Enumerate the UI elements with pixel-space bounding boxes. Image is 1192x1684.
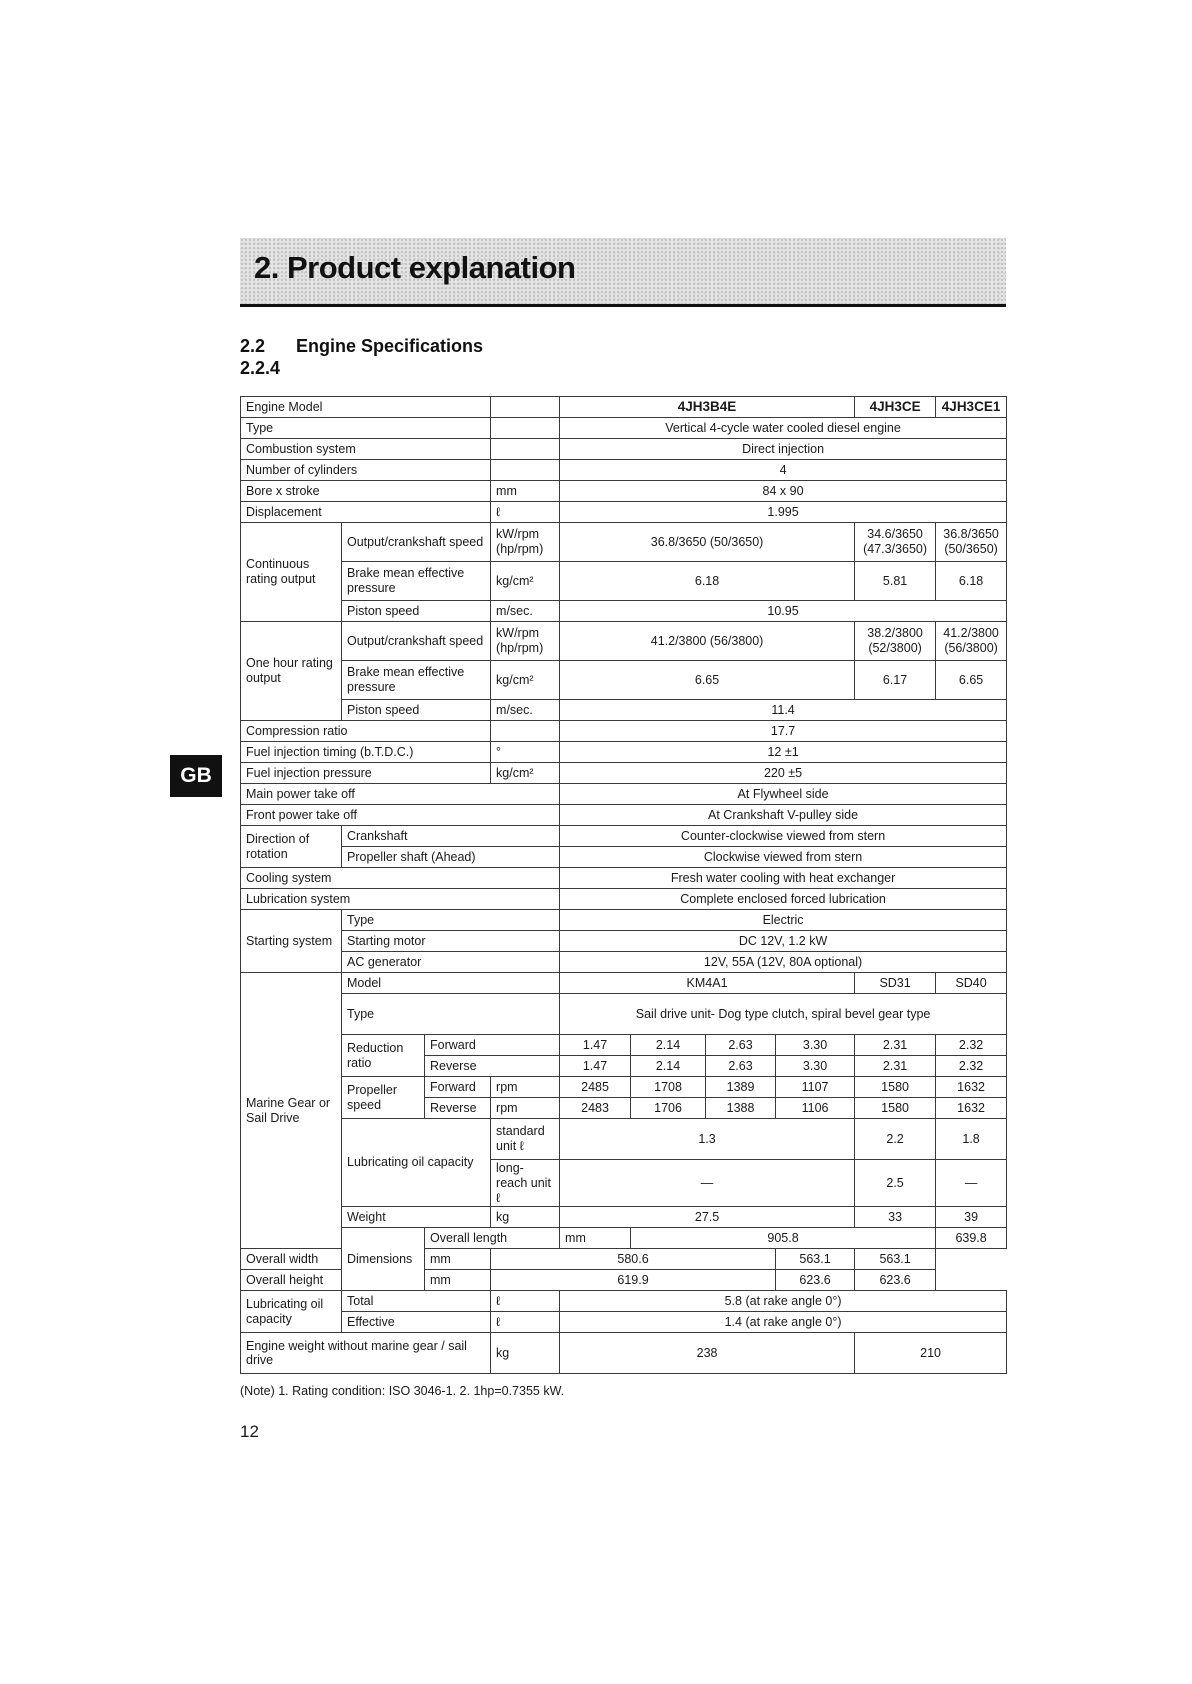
value-cell: 2.14 — [631, 1035, 706, 1056]
row-label: Bore x stroke — [241, 481, 491, 502]
row-label: Fuel injection pressure — [241, 763, 491, 784]
value-cell: KM4A1 — [560, 973, 855, 994]
value-cell: 580.6 — [491, 1249, 776, 1270]
group-label: Marine Gear or Sail Drive — [241, 973, 342, 1249]
value-cell: 1.47 — [560, 1035, 631, 1056]
value-cell: Vertical 4-cycle water cooled diesel engine — [560, 418, 1007, 439]
value-cell: 2.63 — [706, 1056, 776, 1077]
value-cell: 5.8 (at rake angle 0°) — [560, 1291, 1007, 1312]
value-cell: 41.2/3800 (56/3800) — [560, 622, 855, 661]
table-row — [241, 562, 1007, 601]
unit-cell: ℓ — [491, 1312, 560, 1333]
value-cell: 1706 — [631, 1098, 706, 1119]
row-label: Crankshaft — [342, 826, 560, 847]
unit-cell: ℓ — [491, 502, 560, 523]
row-label: Propeller speed — [342, 1077, 425, 1119]
value-cell: 12 ±1 — [560, 742, 1007, 763]
unit-cell: kg — [491, 1333, 560, 1374]
row-label: Type — [342, 910, 560, 931]
unit-cell — [491, 439, 560, 460]
table-row — [241, 700, 1007, 721]
value-cell: 1106 — [776, 1098, 855, 1119]
row-label: Forward — [425, 1035, 560, 1056]
table-row — [241, 1035, 1007, 1056]
unit-cell: standard unit ℓ — [491, 1119, 560, 1160]
value-cell: 905.8 — [631, 1228, 936, 1249]
value-cell: 27.5 — [560, 1207, 855, 1228]
value-cell: 563.1 — [855, 1249, 936, 1270]
unit-cell: mm — [491, 481, 560, 502]
row-label: Piston speed — [342, 601, 491, 622]
unit-cell — [491, 397, 560, 418]
unit-cell: ° — [491, 742, 560, 763]
table-row — [241, 868, 1007, 889]
value-cell: 2.31 — [855, 1035, 936, 1056]
row-label: Effective — [342, 1312, 491, 1333]
value-cell: 2485 — [560, 1077, 631, 1098]
section-heading — [240, 336, 483, 357]
unit-cell — [491, 721, 560, 742]
row-label: Type — [241, 418, 491, 439]
model-header: 4JH3B4E — [560, 397, 855, 418]
value-cell: At Crankshaft V-pulley side — [560, 805, 1007, 826]
table-row — [241, 418, 1007, 439]
header-rule — [240, 304, 1006, 307]
group-label: Dimensions — [342, 1228, 425, 1291]
row-label: Combustion system — [241, 439, 491, 460]
value-cell: 1632 — [936, 1098, 1007, 1119]
value-cell: Sail drive unit- Dog type clutch, spiral bevel gear type — [560, 994, 1007, 1035]
value-cell: 1.8 — [936, 1119, 1007, 1160]
value-cell: 3.30 — [776, 1035, 855, 1056]
value-cell: 1708 — [631, 1077, 706, 1098]
group-label: Direction of rotation — [241, 826, 342, 868]
value-cell: 2.5 — [855, 1160, 936, 1207]
value-cell: 6.17 — [855, 661, 936, 700]
row-label: Lubrication system — [241, 889, 560, 910]
unit-cell: m/sec. — [491, 700, 560, 721]
value-cell: 1.47 — [560, 1056, 631, 1077]
value-cell: 2483 — [560, 1098, 631, 1119]
value-cell: SD40 — [936, 973, 1007, 994]
row-label: Number of cylinders — [241, 460, 491, 481]
table-row — [241, 481, 1007, 502]
table-row — [241, 973, 1007, 994]
value-cell: 210 — [855, 1333, 1007, 1374]
table-row — [241, 889, 1007, 910]
unit-cell: rpm — [491, 1077, 560, 1098]
value-cell: 220 ±5 — [560, 763, 1007, 784]
model-header: 4JH3CE — [855, 397, 936, 418]
value-cell: 1107 — [776, 1077, 855, 1098]
row-label: Compression ratio — [241, 721, 491, 742]
table-row — [241, 763, 1007, 784]
model-header: 4JH3CE1 — [936, 397, 1007, 418]
row-label: Brake mean effective pressure — [342, 562, 491, 601]
table-row — [241, 1207, 1007, 1228]
value-cell: 39 — [936, 1207, 1007, 1228]
table-row — [241, 931, 1007, 952]
language-tab: GB — [170, 755, 222, 797]
value-cell: 1.4 (at rake angle 0°) — [560, 1312, 1007, 1333]
value-cell: 10.95 — [560, 601, 1007, 622]
section-number: 2.2 — [240, 336, 266, 356]
row-label: Reduction ratio — [342, 1035, 425, 1077]
table-row — [241, 439, 1007, 460]
value-cell: 17.7 — [560, 721, 1007, 742]
row-label: Displacement — [241, 502, 491, 523]
table-row — [241, 502, 1007, 523]
row-label: Propeller shaft (Ahead) — [342, 847, 560, 868]
value-cell: 3.30 — [776, 1056, 855, 1077]
value-cell: 12V, 55A (12V, 80A optional) — [560, 952, 1007, 973]
value-cell: 41.2/3800 (56/3800) — [936, 622, 1007, 661]
group-label: Starting system — [241, 910, 342, 973]
row-label: Overall height — [241, 1270, 425, 1291]
value-cell: 34.6/3650 (47.3/3650) — [855, 523, 936, 562]
unit-cell: kg/cm² — [491, 763, 560, 784]
table-row — [241, 910, 1007, 931]
value-cell: 1.3 — [560, 1119, 855, 1160]
value-cell: 1580 — [855, 1098, 936, 1119]
table-row — [241, 661, 1007, 700]
value-cell: 36.8/3650 (50/3650) — [936, 523, 1007, 562]
unit-cell: kW/rpm (hp/rpm) — [491, 622, 560, 661]
unit-cell: mm — [425, 1270, 491, 1291]
unit-cell: rpm — [491, 1098, 560, 1119]
value-cell: SD31 — [855, 973, 936, 994]
value-cell: 84 x 90 — [560, 481, 1007, 502]
row-label: Engine weight without marine gear / sail drive — [241, 1333, 491, 1374]
footnote: (Note) 1. Rating condition: ISO 3046-1. 2. 1hp=0.7355 kW. — [240, 1384, 565, 1398]
group-label: Continuous rating output — [241, 523, 342, 622]
value-cell: 1.995 — [560, 502, 1007, 523]
value-cell: 1389 — [706, 1077, 776, 1098]
value-cell: 2.32 — [936, 1056, 1007, 1077]
value-cell: 623.6 — [776, 1270, 855, 1291]
value-cell: Clockwise viewed from stern — [560, 847, 1007, 868]
value-cell: 2.63 — [706, 1035, 776, 1056]
unit-cell — [491, 418, 560, 439]
row-label: Engine Model — [241, 397, 491, 418]
row-label: Reverse — [425, 1056, 560, 1077]
value-cell: 1580 — [855, 1077, 936, 1098]
value-cell: 6.18 — [936, 562, 1007, 601]
unit-cell — [491, 460, 560, 481]
row-label: Forward — [425, 1077, 491, 1098]
row-label: Piston speed — [342, 700, 491, 721]
value-cell: DC 12V, 1.2 kW — [560, 931, 1007, 952]
unit-cell: long-reach unit ℓ — [491, 1160, 560, 1207]
row-label: Overall length — [425, 1228, 560, 1249]
page-number: 12 — [240, 1422, 259, 1441]
page-title: 2. Product explanation — [254, 250, 576, 285]
row-label: Output/crankshaft speed — [342, 523, 491, 562]
table-row — [241, 994, 1007, 1035]
unit-cell: m/sec. — [491, 601, 560, 622]
group-label: Lubricating oil capacity — [241, 1291, 342, 1333]
table-row — [241, 784, 1007, 805]
value-cell: Direct injection — [560, 439, 1007, 460]
row-label: Front power take off — [241, 805, 560, 826]
row-label: Reverse — [425, 1098, 491, 1119]
row-label: Fuel injection timing (b.T.D.C.) — [241, 742, 491, 763]
table-row — [241, 1333, 1007, 1374]
value-cell: 1632 — [936, 1077, 1007, 1098]
value-cell: At Flywheel side — [560, 784, 1007, 805]
table-row — [241, 601, 1007, 622]
value-cell: 2.14 — [631, 1056, 706, 1077]
table-row — [241, 805, 1007, 826]
value-cell: 2.2 — [855, 1119, 936, 1160]
row-label: Model — [342, 973, 560, 994]
table-row — [241, 1077, 1007, 1098]
value-cell: Electric — [560, 910, 1007, 931]
value-cell: 6.65 — [560, 661, 855, 700]
group-label: One hour rating output — [241, 622, 342, 721]
value-cell: 563.1 — [776, 1249, 855, 1270]
value-cell: 2.32 — [936, 1035, 1007, 1056]
subsection-number: 2.2.4 — [240, 358, 281, 378]
value-cell: 1388 — [706, 1098, 776, 1119]
table-row — [241, 721, 1007, 742]
value-cell: 238 — [560, 1333, 855, 1374]
unit-cell: mm — [425, 1249, 491, 1270]
value-cell: 4 — [560, 460, 1007, 481]
section-title: Engine Specifications — [296, 336, 484, 356]
value-cell: 11.4 — [560, 700, 1007, 721]
row-label: Type — [342, 994, 560, 1035]
value-cell: — — [936, 1160, 1007, 1207]
table-row — [241, 1312, 1007, 1333]
unit-cell: mm — [560, 1228, 631, 1249]
unit-cell: kg/cm² — [491, 661, 560, 700]
value-cell: 6.18 — [560, 562, 855, 601]
value-cell: 2.31 — [855, 1056, 936, 1077]
unit-cell: ℓ — [491, 1291, 560, 1312]
value-cell: Fresh water cooling with heat exchanger — [560, 868, 1007, 889]
row-label: Overall width — [241, 1249, 425, 1270]
value-cell: 639.8 — [936, 1228, 1007, 1249]
value-cell: Complete enclosed forced lubrication — [560, 889, 1007, 910]
table-row — [241, 742, 1007, 763]
table-row — [241, 826, 1007, 847]
table-row — [241, 460, 1007, 481]
value-cell: — — [560, 1160, 855, 1207]
row-label: Output/crankshaft speed — [342, 622, 491, 661]
value-cell: 623.6 — [855, 1270, 936, 1291]
row-label: Weight — [342, 1207, 491, 1228]
unit-cell: kg/cm² — [491, 562, 560, 601]
unit-cell: kg — [491, 1207, 560, 1228]
table-row — [241, 622, 1007, 661]
table-row — [241, 1119, 1007, 1160]
row-label: Total — [342, 1291, 491, 1312]
value-cell: 38.2/3800 (52/3800) — [855, 622, 936, 661]
engine-spec-table — [240, 396, 1007, 1374]
unit-cell: kW/rpm (hp/rpm) — [491, 523, 560, 562]
table-row — [241, 1270, 1007, 1291]
row-label: Brake mean effective pressure — [342, 661, 491, 700]
table-row — [241, 952, 1007, 973]
table-row — [241, 1228, 1007, 1249]
table-row — [241, 397, 1007, 418]
table-row — [241, 1291, 1007, 1312]
row-label: AC generator — [342, 952, 560, 973]
row-label: Cooling system — [241, 868, 560, 889]
value-cell: Counter-clockwise viewed from stern — [560, 826, 1007, 847]
row-label: Main power take off — [241, 784, 560, 805]
value-cell: 619.9 — [491, 1270, 776, 1291]
row-label: Starting motor — [342, 931, 560, 952]
table-row — [241, 523, 1007, 562]
value-cell: 6.65 — [936, 661, 1007, 700]
value-cell: 5.81 — [855, 562, 936, 601]
value-cell: 33 — [855, 1207, 936, 1228]
table-row — [241, 847, 1007, 868]
value-cell: 36.8/3650 (50/3650) — [560, 523, 855, 562]
row-label: Lubricating oil capacity — [342, 1119, 491, 1207]
